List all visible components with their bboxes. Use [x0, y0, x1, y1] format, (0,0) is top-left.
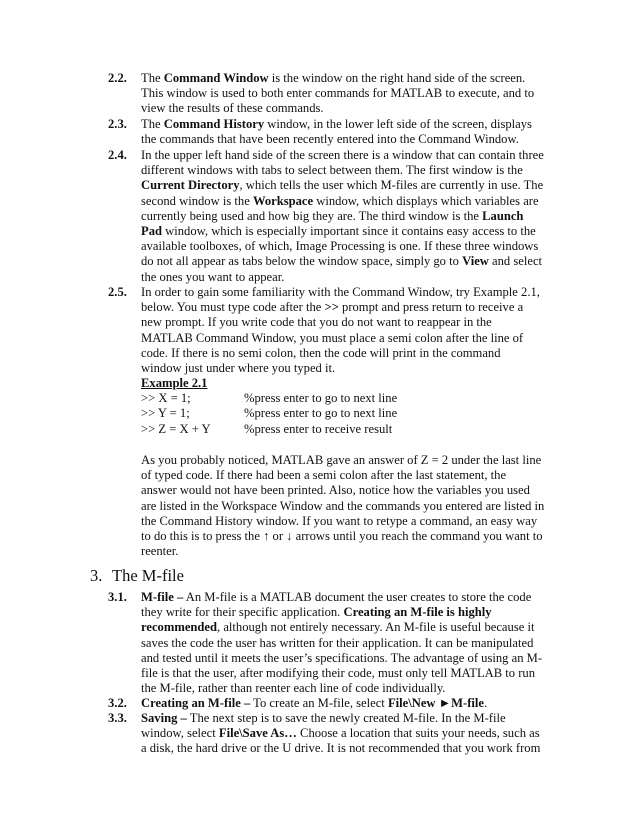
bold-run: Command History [163, 117, 265, 131]
text-run: prompt and press return to receive a [338, 300, 524, 315]
text-run: the commands that have been recently entered into the Command Window. [141, 132, 519, 147]
item-number: 3.1. [108, 590, 127, 604]
bold-run: Saving – [141, 711, 187, 725]
bold-run: Creating an M-file – [141, 696, 251, 710]
text-line [141, 86, 548, 101]
bold-run: Command Window [163, 71, 269, 85]
text-line [141, 590, 548, 605]
text-line [141, 178, 548, 193]
example-block [141, 376, 551, 437]
item-number: 2.2. [108, 71, 127, 85]
text-run: code. If there is no semi colon, then the code will print in the command [141, 345, 501, 360]
text-line [141, 361, 548, 376]
text-line [141, 71, 548, 86]
text-line [141, 270, 548, 285]
text-line [141, 726, 548, 741]
bold-run: Pad [141, 224, 162, 239]
text-run: The next step is to save the newly created M-file. In the M-file [186, 711, 506, 725]
text-line: As you probably noticed, MATLAB gave an answer of Z = 2 under the last line [141, 453, 542, 467]
text-run: available toolboxes, of which, Image Processing is one. If these three windows [141, 239, 539, 254]
bold-run: Workspace [252, 193, 314, 208]
text-line [141, 315, 548, 330]
text-run: currently being used and how big they are. The third window is the [141, 208, 483, 223]
text-line [141, 209, 548, 224]
code-text: >> Y = 1; [141, 406, 190, 421]
text-line [141, 254, 548, 269]
text-run: window, in the lower left side of the screen, displays [264, 117, 532, 131]
bold-run: File\Save As… [218, 726, 297, 741]
code-comment: %press enter to go to next line [244, 391, 398, 406]
text-run: An M-file is a MATLAB document the user creates to store the code [183, 590, 532, 604]
bold-run: recommended [141, 620, 218, 635]
item-2-5 [108, 285, 548, 376]
text-line [141, 636, 548, 651]
text-run: In the upper left hand side of the screen there is a window that can contain three [141, 148, 544, 162]
text-run: and select [488, 254, 543, 269]
text-line [141, 239, 548, 254]
code-text: >> X = 1; [141, 391, 191, 406]
text-line [141, 194, 548, 209]
text-run: different windows with tabs to select between them. The first window is the [141, 163, 523, 178]
text-line [141, 696, 548, 711]
bold-run: Creating an M-file is highly [343, 605, 492, 620]
item-2-2 [108, 71, 548, 117]
item-number: 2.3. [108, 117, 127, 131]
text-line: of typed code. If there had been a semi colon after the last statement, the [141, 468, 507, 483]
item-text [141, 148, 548, 285]
text-run: the M-file, rather than reenter each line of code individually. [141, 681, 446, 696]
text-run: Choose a location that suits your needs, such as [296, 726, 540, 741]
text-line: to do this is to press the ↑ or ↓ arrows until you reach the command you want to [141, 529, 543, 544]
bold-run: M-file – [141, 590, 184, 604]
text-run: file is that the user, after modifying their code, must only tell MATLAB to run [141, 666, 536, 681]
text-run: The [141, 71, 164, 85]
text-run: view the results of these commands. [141, 101, 324, 116]
text-run: This window is used to both enter commands for MATLAB to execute, and to [141, 86, 535, 101]
text-run: . [484, 696, 488, 710]
text-line [141, 741, 548, 756]
item-2-4 [108, 148, 548, 285]
text-run: , although not entirely necessary. An M-file is useful because it [217, 620, 535, 635]
text-line [141, 651, 548, 666]
text-run: is the window on the right hand side of the screen. [268, 71, 526, 85]
text-line [141, 132, 548, 147]
text-line [141, 711, 548, 726]
example-title: Example 2.1 [141, 376, 208, 390]
text-line [141, 285, 548, 300]
example-explanation [141, 453, 551, 559]
bold-run: Current Directory [141, 178, 240, 193]
item-text [141, 117, 548, 147]
text-run: they write for their specific application. [141, 605, 344, 620]
bold-run: File\New ►M-file [387, 696, 484, 710]
item-text [141, 696, 548, 711]
code-comment: %press enter to go to next line [244, 406, 398, 421]
text-run: a disk, the hard drive or the U drive. It is not recommended that you work from [141, 741, 541, 756]
text-line: reenter. [141, 544, 179, 559]
text-run: new prompt. If you write code that you do not want to reappear in the [141, 315, 492, 330]
text-line [141, 681, 548, 696]
text-line [141, 620, 548, 635]
code-row [141, 406, 551, 421]
text-line [141, 605, 548, 620]
text-run: second window is the [141, 193, 253, 208]
text-line: the Command History window. If you want to retype a command, an easy way [141, 513, 538, 528]
text-line [141, 300, 548, 315]
item-number: 3.3. [108, 711, 127, 725]
text-line [141, 148, 548, 163]
code-row [141, 422, 551, 437]
item-2-3 [108, 117, 548, 147]
text-run: saves the code the user has written for their application. It can be manipulated [141, 635, 534, 650]
item-3-2 [108, 696, 548, 711]
section-number: 3. [90, 566, 103, 585]
text-run: The [141, 117, 164, 131]
text-line: answer would not have been printed. Also, notice how the variables you used [141, 483, 530, 498]
text-run: below. You must type code after the [141, 300, 325, 315]
item-3-1 [108, 590, 548, 696]
item-text [141, 71, 548, 117]
text-line [141, 163, 548, 178]
text-line [141, 346, 548, 361]
text-run: MATLAB Command Window, you must place a semi colon after the line of [141, 330, 524, 345]
text-line [141, 666, 548, 681]
text-run: the ones you want to appear. [141, 269, 285, 284]
code-text: >> Z = X + Y [141, 421, 211, 436]
item-text [141, 590, 548, 696]
item-number: 2.4. [108, 148, 127, 162]
text-run: , which tells the user which M-files are currently in use. The [239, 178, 544, 193]
code-row [141, 391, 551, 406]
text-run: do not all appear as tabs below the window space, simply go to [141, 254, 463, 269]
item-3-3 [108, 711, 548, 757]
text-line [141, 331, 548, 346]
text-run: window, which displays which variables are [313, 193, 539, 208]
section-title: The M-file [112, 566, 184, 585]
text-run: and tested until it meets the user’s specifications. The advantage of using an M- [141, 650, 543, 665]
item-number: 2.5. [108, 285, 127, 299]
item-text [141, 711, 548, 757]
bold-run: >> [324, 300, 339, 315]
text-line [141, 117, 548, 132]
text-run: window, select [141, 726, 219, 741]
code-comment: %press enter to receive result [244, 421, 393, 436]
bold-run: Launch [482, 208, 524, 223]
text-line [141, 101, 548, 116]
item-number: 3.2. [108, 696, 127, 710]
text-line [141, 224, 548, 239]
text-run: To create an M-file, select [250, 696, 388, 710]
text-line: are listed in the Workspace Window and the commands you entered are listed in [141, 498, 545, 513]
text-run: window just under where you typed it. [141, 361, 336, 376]
section-heading [90, 566, 184, 586]
bold-run: View [462, 254, 489, 269]
text-run: In order to gain some familiarity with the Command Window, try Example 2.1, [141, 285, 540, 299]
text-run: window, which is especially important since it contains easy access to the [162, 224, 536, 239]
item-text [141, 285, 548, 376]
